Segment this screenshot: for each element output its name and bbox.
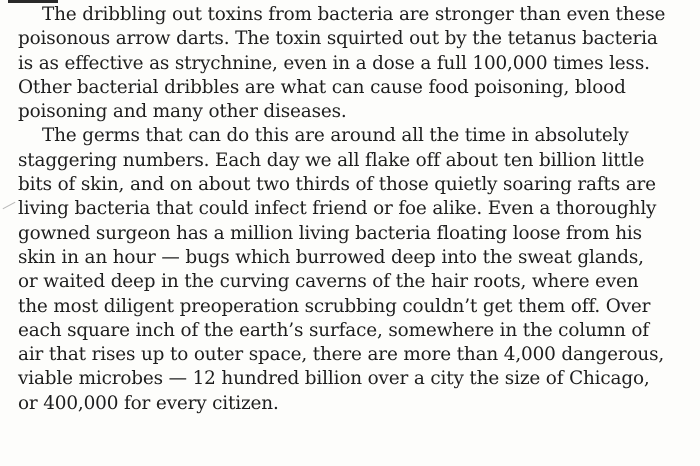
text-line: poisonous arrow darts. The toxin squirted out by the tetanus bacteria xyxy=(18,28,658,50)
text-line: is as effective as strychnine, even in a dose a full 100,000 times less. xyxy=(18,52,650,74)
text-line: air that rises up to outer space, there are more than 4,000 dangerous, xyxy=(18,344,665,366)
text-line: bits of skin, and on about two thirds of those quietly soaring rafts are xyxy=(18,174,656,196)
text-line: The germs that can do this are around all the time in absolutely xyxy=(42,125,629,147)
paragraph-1 xyxy=(18,3,694,124)
text-line: Other bacterial dribbles are what can cause food poisoning, blood xyxy=(18,76,626,98)
stray-pen-mark xyxy=(3,202,16,209)
text-line: the most diligent preoperation scrubbing couldn’t get them off. Over xyxy=(18,295,651,317)
paragraph-2 xyxy=(18,124,694,416)
text-line: skin in an hour — bugs which burrowed deep into the sweat glands, xyxy=(18,246,644,268)
text-line: gowned surgeon has a million living bacteria floating loose from his xyxy=(18,222,642,244)
body-text xyxy=(18,3,694,416)
text-line: poisoning and many other diseases. xyxy=(18,101,347,123)
text-line: staggering numbers. Each day we all flake off about ten billion little xyxy=(18,149,645,171)
text-line: living bacteria that could infect friend or foe alike. Even a thoroughly xyxy=(18,198,657,220)
text-line: or waited deep in the curving caverns of the hair roots, where even xyxy=(18,271,639,293)
text-line: each square inch of the earth’s surface, somewhere in the column of xyxy=(18,319,649,341)
text-line: or 400,000 for every citizen. xyxy=(18,392,279,414)
text-line: The dribbling out toxins from bacteria are stronger than even these xyxy=(42,4,666,25)
text-line: viable microbes — 12 hundred billion over a city the size of Chicago, xyxy=(18,368,650,390)
